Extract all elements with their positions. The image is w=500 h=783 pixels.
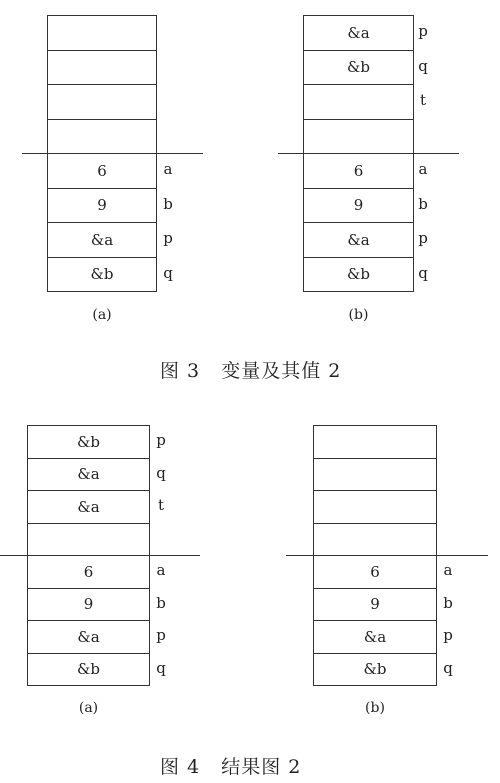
stack-cell: &a <box>47 223 157 258</box>
stack-cell: 6 <box>303 154 414 189</box>
variable-name-label: p <box>156 626 166 645</box>
stack-divider-line <box>286 555 488 556</box>
stack-cell <box>27 524 150 557</box>
variable-name-label: p <box>443 626 453 645</box>
variable-name-label: t <box>419 91 427 110</box>
stack-cell: &b <box>303 51 414 86</box>
figure3-caption: 图 3 变量及其值 2 <box>160 360 342 382</box>
variable-name-label: q <box>163 263 173 282</box>
stack-cell: &b <box>313 654 437 687</box>
stack-cell <box>313 524 437 557</box>
variable-name-label: b <box>418 194 428 213</box>
stack-cell: &b <box>27 426 150 459</box>
variable-name-label: b <box>443 593 453 612</box>
stack-cell <box>47 51 157 86</box>
variable-name-label: b <box>163 194 173 213</box>
stack-cell: &a <box>27 621 150 654</box>
variable-name-label: a <box>156 561 166 580</box>
stack-cell: 6 <box>313 556 437 589</box>
variable-name-label: p <box>156 431 166 450</box>
stack-cell: 9 <box>303 189 414 224</box>
stack-cell: &b <box>47 258 157 293</box>
stack-cell: &a <box>303 16 414 51</box>
variable-name-label: q <box>156 658 166 677</box>
stack-cell: 9 <box>313 589 437 622</box>
stack-cell <box>303 85 414 120</box>
stack-cell: 6 <box>27 556 150 589</box>
variable-name-label: q <box>156 463 166 482</box>
stack-cell <box>313 459 437 492</box>
stack-divider-line <box>0 555 200 556</box>
variable-name-label: p <box>418 22 428 41</box>
variable-name-label: q <box>443 658 453 677</box>
stack-divider-line <box>22 153 203 154</box>
stack-cell <box>303 120 414 155</box>
stack-cell: &a <box>313 621 437 654</box>
figure4-caption: 图 4 结果图 2 <box>160 756 302 778</box>
stack-cell <box>313 491 437 524</box>
variable-name-label: q <box>418 56 428 75</box>
variable-name-label: p <box>418 229 428 248</box>
variable-name-label: p <box>163 229 173 248</box>
variable-name-label: t <box>157 496 165 515</box>
variable-name-label: a <box>418 160 428 179</box>
panel-label: (b) <box>348 307 369 323</box>
stack-cell: &b <box>27 654 150 687</box>
panel-label: (b) <box>365 700 385 716</box>
panel-label: (a) <box>92 307 112 323</box>
variable-name-label: a <box>163 160 173 179</box>
variable-name-label: b <box>156 593 166 612</box>
stack-cell <box>313 426 437 459</box>
stack-cell: &b <box>303 258 414 293</box>
stack-cell: 9 <box>47 189 157 224</box>
stack-cell: 6 <box>47 154 157 189</box>
variable-name-label: a <box>443 561 453 580</box>
stack-cell: 9 <box>27 589 150 622</box>
variable-name-label: q <box>418 263 428 282</box>
stack-divider-line <box>278 153 459 154</box>
panel-label: (a) <box>78 700 99 716</box>
stack-cell: &a <box>303 223 414 258</box>
stack-cell <box>47 85 157 120</box>
stack-cell <box>47 120 157 155</box>
stack-cell <box>47 16 157 51</box>
stack-cell: &a <box>27 491 150 524</box>
stack-cell: &a <box>27 459 150 492</box>
